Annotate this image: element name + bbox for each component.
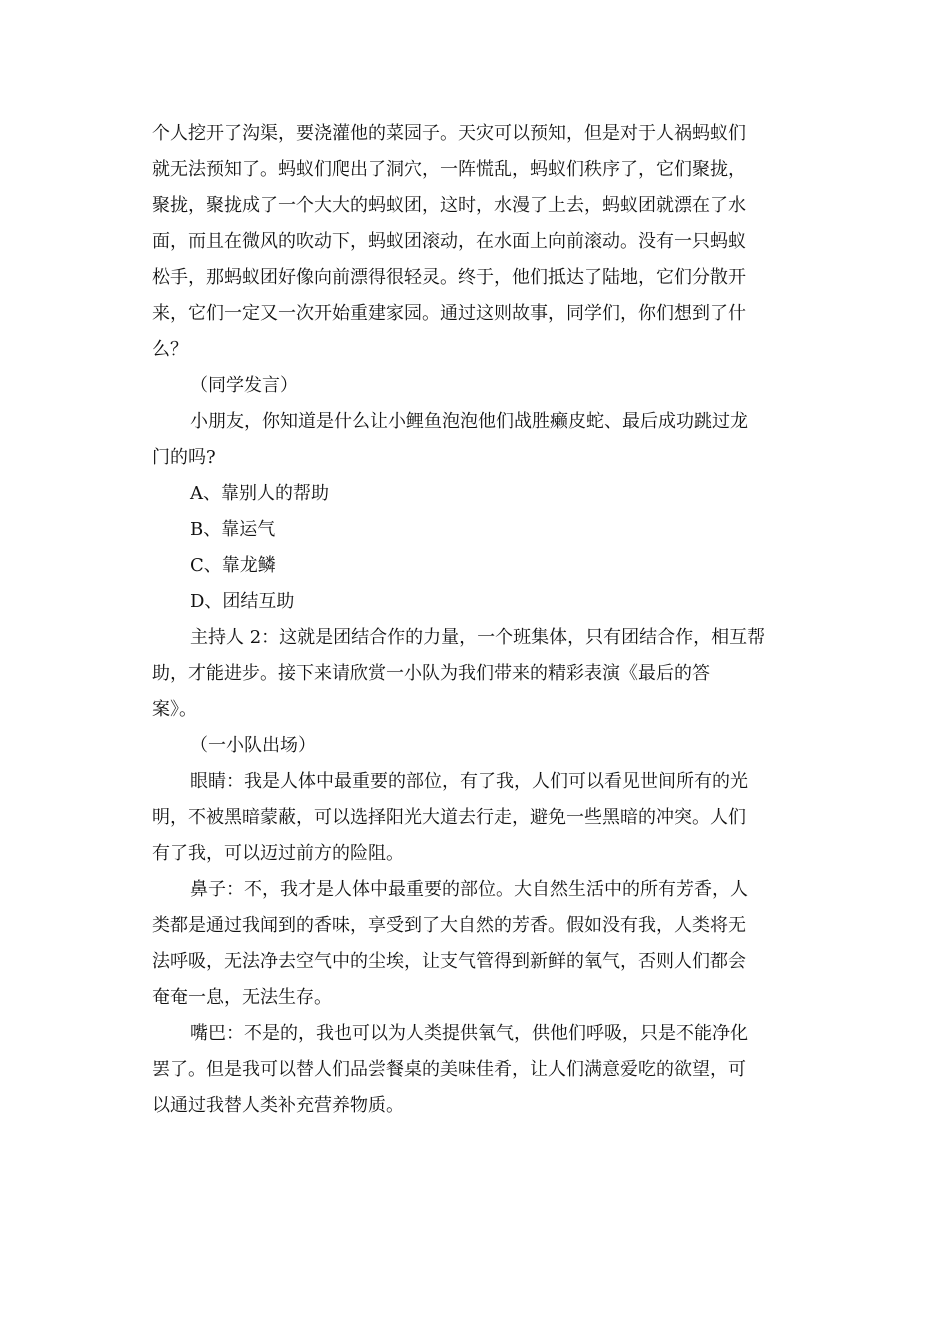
text-line: 个人挖开了沟渠，要浇灌他的菜园子。天灾可以预知，但是对于人祸蚂蚁们 bbox=[152, 123, 746, 144]
text-line: 以通过我替人类补充营养物质。 bbox=[152, 1095, 404, 1116]
text-line: 面，而且在微风的吹动下，蚂蚁团滚动，在水面上向前滚动。没有一只蚂蚁 bbox=[152, 231, 746, 252]
option-b bbox=[152, 512, 798, 548]
text-line: D、团结互助 bbox=[190, 591, 295, 612]
text-line: 助，才能进步。接下来请欣赏一小队为我们带来的精彩表演《最后的答 bbox=[152, 663, 710, 684]
stage-direction bbox=[152, 728, 798, 764]
host2-paragraph bbox=[152, 620, 798, 728]
text-line: 案》。 bbox=[152, 699, 197, 720]
text-line: 小朋友，你知道是什么让小鲤鱼泡泡他们战胜癞皮蛇、最后成功跳过龙 bbox=[190, 411, 748, 432]
text-line: B、靠运气 bbox=[190, 519, 276, 540]
text-line: 法呼吸，无法净去空气中的尘埃，让支气管得到新鲜的氧气，否则人们都会 bbox=[152, 951, 746, 972]
option-a bbox=[152, 476, 798, 512]
eyes-paragraph bbox=[152, 764, 798, 872]
text-line: 类都是通过我闻到的香味，享受到了大自然的芳香。假如没有我，人类将无 bbox=[152, 915, 746, 936]
option-c bbox=[152, 548, 798, 584]
text-line: 门的吗? bbox=[152, 447, 216, 468]
text-line: 就无法预知了。蚂蚁们爬出了洞穴，一阵慌乱，蚂蚁们秩序了，它们聚拢， bbox=[152, 159, 746, 180]
text-line: 有了我，可以迈过前方的险阻。 bbox=[152, 843, 404, 864]
document-page bbox=[152, 116, 798, 1124]
option-d bbox=[152, 584, 798, 620]
text-line: 主持人 2：这就是团结合作的力量，一个班集体，只有团结合作，相互帮 bbox=[190, 627, 766, 648]
text-line: 眼睛：我是人体中最重要的部位，有了我，人们可以看见世间所有的光 bbox=[190, 771, 748, 792]
text-line: A、靠别人的帮助 bbox=[190, 483, 329, 504]
text-line: 嘴巴：不是的，我也可以为人类提供氧气，供他们呼吸，只是不能净化 bbox=[190, 1023, 748, 1044]
text-line: 奄奄一息，无法生存。 bbox=[152, 987, 332, 1008]
mouth-paragraph bbox=[152, 1016, 798, 1124]
text-line: （同学发言） bbox=[190, 375, 298, 396]
story-paragraph bbox=[152, 116, 798, 368]
text-line: 来，它们一定又一次开始重建家园。通过这则故事，同学们，你们想到了什 bbox=[152, 303, 746, 324]
question-paragraph bbox=[152, 404, 798, 476]
stage-direction bbox=[152, 368, 798, 404]
text-line: C、靠龙鳞 bbox=[190, 555, 276, 576]
text-line: 罢了。但是我可以替人们品尝餐桌的美味佳肴，让人们满意爱吃的欲望，可 bbox=[152, 1059, 746, 1080]
text-line: 聚拢，聚拢成了一个大大的蚂蚁团，这时，水漫了上去，蚂蚁团就漂在了水 bbox=[152, 195, 746, 216]
text-line: 松手，那蚂蚁团好像向前漂得很轻灵。终于，他们抵达了陆地，它们分散开 bbox=[152, 267, 746, 288]
text-line: 么？ bbox=[152, 339, 188, 360]
nose-paragraph bbox=[152, 872, 798, 1016]
text-line: 鼻子：不，我才是人体中最重要的部位。大自然生活中的所有芳香，人 bbox=[190, 879, 748, 900]
text-line: （一小队出场） bbox=[190, 735, 316, 756]
text-line: 明，不被黑暗蒙蔽，可以选择阳光大道去行走，避免一些黑暗的冲突。人们 bbox=[152, 807, 746, 828]
